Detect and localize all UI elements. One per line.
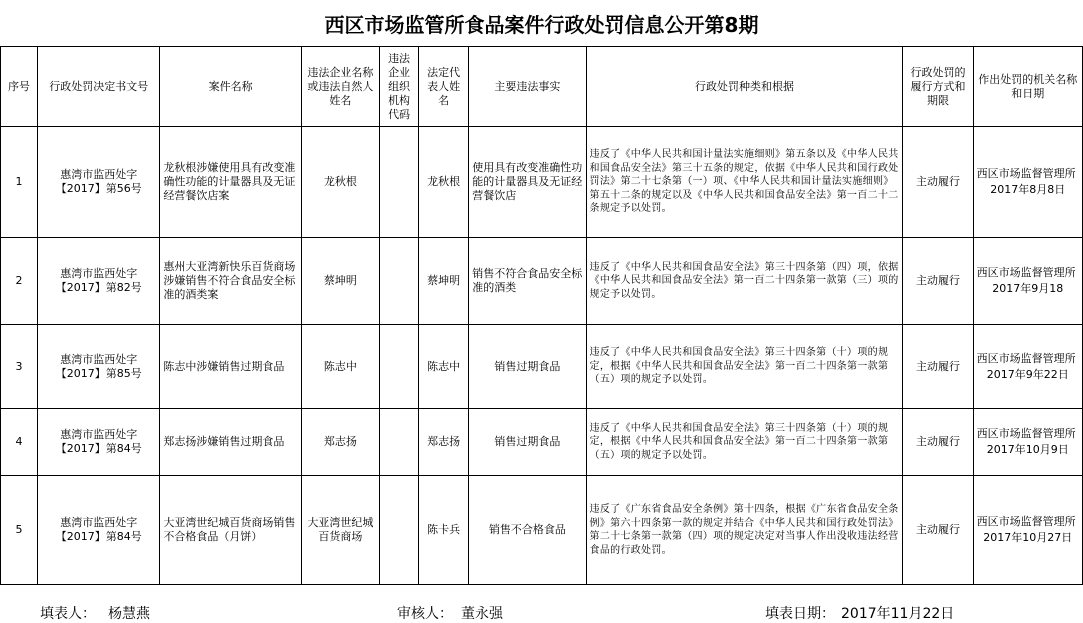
header-execution: 行政处罚的履行方式和期限 xyxy=(903,47,973,127)
cell-basis[interactable]: 违反了《中华人民共和国食品安全法》第三十四条第（十）项的规定，根据《中华人民共和国食品安全法》第一百二十四条第一款第（五）项的规定予以处罚。 xyxy=(586,409,903,476)
reviewer-label: 审核人： xyxy=(397,606,453,622)
table-row xyxy=(1,409,1083,476)
penalty-table xyxy=(0,46,1083,585)
cell-facts[interactable]: 使用具有改变准确性功能的计量器具及无证经营餐饮店 xyxy=(469,127,586,238)
cell-org-code[interactable] xyxy=(380,409,419,476)
cell-facts[interactable]: 销售过期食品 xyxy=(469,325,586,409)
cell-case-name[interactable]: 大亚湾世纪城百货商场销售不合格食品（月饼） xyxy=(160,476,301,585)
cell-case-name[interactable]: 龙秋根涉嫌使用具有改变准确性功能的计量器具及无证经营餐饮店案 xyxy=(160,127,301,238)
cell-authority[interactable] xyxy=(973,238,1082,325)
header-seq: 序号 xyxy=(1,47,38,127)
cell-authority[interactable] xyxy=(973,127,1082,238)
cell-basis[interactable]: 违反了《广东省食品安全条例》第十四条，根据《广东省食品安全条例》第六十四条第一款的规定并结合《中华人民共和国行政处罚法》第二十七条第一款第（四）项的规定决定对当事人作出没收违法经营食品的行政处罚。 xyxy=(586,476,903,585)
cell-authority[interactable] xyxy=(973,325,1082,409)
header-legal-rep: 法定代表人姓名 xyxy=(419,47,469,127)
authority-name: 西区市场监督管理所 xyxy=(976,515,1076,528)
cell-seq[interactable]: 1 xyxy=(1,127,38,238)
cell-legal-rep[interactable]: 陈志中 xyxy=(419,325,469,409)
cell-decision-no[interactable]: 惠湾市监西处字【2017】第82号 xyxy=(38,238,160,325)
cell-decision-no[interactable]: 惠湾市监西处字【2017】第85号 xyxy=(38,325,160,409)
table-row xyxy=(1,127,1083,238)
filler-name: 杨慧燕 xyxy=(108,606,150,622)
cell-basis[interactable]: 违反了《中华人民共和国食品安全法》第三十四条第（十）项的规定，根据《中华人民共和国食品安全法》第一百二十四条第一款第（五）项的规定予以处罚。 xyxy=(586,325,903,409)
cell-authority[interactable] xyxy=(973,409,1082,476)
table-row xyxy=(1,476,1083,585)
cell-basis[interactable]: 违反了《中华人民共和国计量法实施细则》第五条以及《中华人民共和国食品安全法》第三十五条的规定，依据《中华人民共和国行政处罚法》第二十七条第（一）项、《中华人民共和国计量法实施细则》第五十二条的规定以及《中华人民共和国食品安全法》第一百二十二条规定予以处罚。 xyxy=(586,127,903,238)
header-facts: 主要违法事实 xyxy=(469,47,586,127)
cell-party[interactable]: 陈志中 xyxy=(301,325,379,409)
header-decision-no: 行政处罚决定书文号 xyxy=(38,47,160,127)
header-basis: 行政处罚种类和根据 xyxy=(586,47,903,127)
cell-legal-rep[interactable]: 蔡坤明 xyxy=(419,238,469,325)
cell-seq[interactable]: 4 xyxy=(1,409,38,476)
cell-execution[interactable]: 主动履行 xyxy=(903,325,973,409)
authority-date: 2017年9年22日 xyxy=(986,367,1069,381)
header-authority: 作出处罚的机关名称和日期 xyxy=(973,47,1082,127)
cell-authority[interactable] xyxy=(973,476,1082,585)
cell-case-name[interactable]: 惠州大亚湾新快乐百货商场涉嫌销售不符合食品安全标准的酒类案 xyxy=(160,238,301,325)
fill-date-label: 填表日期： xyxy=(765,606,835,622)
header-row xyxy=(1,47,1083,127)
authority-date: 2017年9月18 xyxy=(992,282,1064,295)
header-party: 违法企业名称或违法自然人姓名 xyxy=(301,47,379,127)
authority-name: 西区市场监督管理所 xyxy=(976,427,1076,440)
cell-decision-no[interactable]: 惠湾市监西处字【2017】第84号 xyxy=(38,409,160,476)
cell-party[interactable]: 蔡坤明 xyxy=(301,238,379,325)
fill-date-value: 2017年11月22日 xyxy=(841,606,955,622)
header-case-name: 案件名称 xyxy=(160,47,301,127)
cell-execution[interactable]: 主动履行 xyxy=(903,476,973,585)
cell-facts[interactable]: 销售不合格食品 xyxy=(469,476,586,585)
footer-row xyxy=(0,600,1083,622)
table-row xyxy=(1,238,1083,325)
cell-party[interactable]: 大亚湾世纪城百货商场 xyxy=(301,476,379,585)
cell-facts[interactable]: 销售过期食品 xyxy=(469,409,586,476)
cell-party[interactable]: 龙秋根 xyxy=(301,127,379,238)
reviewer-name: 董永强 xyxy=(461,606,503,622)
authority-date: 2017年8月8日 xyxy=(990,183,1066,196)
table-row xyxy=(1,325,1083,409)
cell-seq[interactable]: 5 xyxy=(1,476,38,585)
page-title: 西区市场监管所食品案件行政处罚信息公开第8期 xyxy=(0,0,1083,47)
authority-date: 2017年10月9日 xyxy=(986,443,1069,456)
cell-execution[interactable]: 主动履行 xyxy=(903,409,973,476)
cell-org-code[interactable] xyxy=(380,127,419,238)
cell-decision-no[interactable]: 惠湾市监西处字【2017】第56号 xyxy=(38,127,160,238)
cell-execution[interactable]: 主动履行 xyxy=(903,127,973,238)
cell-legal-rep[interactable]: 龙秋根 xyxy=(419,127,469,238)
cell-case-name[interactable]: 郑志扬涉嫌销售过期食品 xyxy=(160,409,301,476)
authority-name: 西区市场监督管理所 xyxy=(976,266,1076,279)
cell-org-code[interactable] xyxy=(380,325,419,409)
filler-label: 填表人： xyxy=(40,606,96,622)
authority-name: 西区市场监督管理所 xyxy=(976,351,1076,365)
cell-party[interactable]: 郑志扬 xyxy=(301,409,379,476)
authority-name: 西区市场监督管理所 xyxy=(976,167,1076,180)
cell-legal-rep[interactable]: 郑志扬 xyxy=(419,409,469,476)
cell-seq[interactable]: 2 xyxy=(1,238,38,325)
cell-basis[interactable]: 违反了《中华人民共和国食品安全法》第三十四条第（四）项，依据《中华人民共和国食品安全法》第一百二十四条第一款第（三）项的规定予以处罚。 xyxy=(586,238,903,325)
cell-decision-no[interactable]: 惠湾市监西处字【2017】第84号 xyxy=(38,476,160,585)
authority-date: 2017年10月27日 xyxy=(983,531,1073,544)
cell-execution[interactable]: 主动履行 xyxy=(903,238,973,325)
cell-org-code[interactable] xyxy=(380,476,419,585)
cell-case-name[interactable]: 陈志中涉嫌销售过期食品 xyxy=(160,325,301,409)
header-org-code: 违法企业组织机构代码 xyxy=(380,47,419,127)
cell-org-code[interactable] xyxy=(380,238,419,325)
cell-seq[interactable]: 3 xyxy=(1,325,38,409)
cell-legal-rep[interactable]: 陈卡兵 xyxy=(419,476,469,585)
cell-facts[interactable]: 销售不符合食品安全标准的酒类 xyxy=(469,238,586,325)
